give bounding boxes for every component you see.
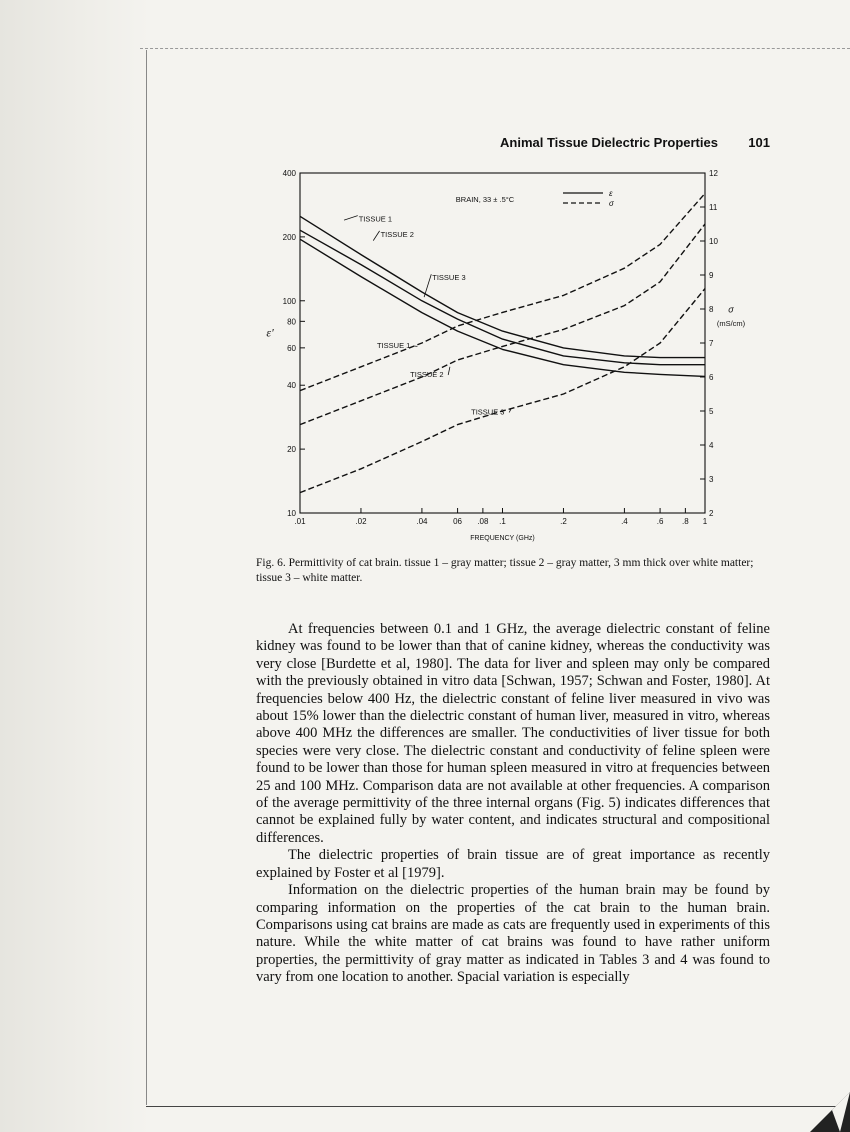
tissue-annotation: TISSUE 3 <box>432 273 466 283</box>
page-left-edge <box>146 50 147 1105</box>
x-tick-label: .01 <box>294 517 306 526</box>
page-number: 101 <box>748 135 770 150</box>
running-title: Animal Tissue Dielectric Properties <box>500 135 718 150</box>
y-left-axis-label: ε' <box>266 325 274 340</box>
paragraph: Information on the dielectric properties of the human brain may be found by comparing information on the properties of the cat brain to the human brain. Comparisons using cat brains are made as cats are frequently used in experiments of this nature. While the white matter of cat brains was found to have rather uniform properties, the permittivity of gray matter as indicated in Tables 3 and 4 was found to vary from one location to another. Spacial variation is especially <box>256 882 770 986</box>
y-left-tick-label: 40 <box>287 381 296 391</box>
y-right-tick-label: 4 <box>709 441 714 450</box>
x-tick-label: 06 <box>453 517 463 526</box>
y-left-tick-label: 200 <box>282 232 296 242</box>
tissue-annotation: TISSUE 2 <box>380 229 414 239</box>
page-bottom-edge <box>146 1106 846 1107</box>
annotation-leader <box>448 367 450 375</box>
y-left-tick-label: 60 <box>287 343 296 353</box>
y-left-tick-label: 20 <box>287 445 296 455</box>
plot-frame <box>300 173 705 513</box>
x-tick-label: 1 <box>702 517 708 526</box>
y-right-tick-label: 5 <box>709 407 714 416</box>
annotation-leader <box>424 274 431 297</box>
x-tick-label: .8 <box>682 517 689 526</box>
page-corner-curl <box>810 1092 850 1132</box>
tissue-annotation: TISSUE 1 <box>376 341 411 351</box>
series-line <box>300 289 705 493</box>
caption-label: Fig. 6. <box>256 557 286 569</box>
y-right-tick-label: 8 <box>709 305 714 314</box>
y-right-tick-label: 3 <box>709 475 714 484</box>
chart-subtitle: BRAIN, 33 ± .5°C <box>455 195 515 204</box>
running-head <box>500 135 770 155</box>
series-line <box>300 230 705 365</box>
y-right-tick-label: 12 <box>709 169 718 178</box>
x-tick-label: .6 <box>656 517 664 526</box>
legend-label: ε <box>609 189 613 198</box>
legend-label: σ <box>609 199 614 208</box>
y-right-axis-label: σ <box>728 304 734 315</box>
tissue-annotation: TISSUE 3 <box>471 407 505 417</box>
x-tick-label: .2 <box>560 517 567 526</box>
y-right-tick-label: 11 <box>709 203 718 212</box>
y-right-tick-label: 2 <box>709 509 714 518</box>
annotation-leader <box>344 216 358 220</box>
x-tick-label: .02 <box>355 517 367 526</box>
y-left-tick-label: 80 <box>287 317 296 327</box>
paragraph: The dielectric properties of brain tissue are of great importance as recently explained by Foster et al [1979]. <box>256 847 770 881</box>
y-left-tick-label: 10 <box>287 509 296 518</box>
scan-shadow <box>0 0 150 1132</box>
body-text <box>256 621 770 987</box>
permittivity-chart <box>260 165 750 550</box>
y-right-tick-label: 7 <box>709 339 714 348</box>
tissue-annotation: TISSUE 2 <box>410 370 444 379</box>
y-right-axis-units: (mS/cm) <box>716 319 746 328</box>
y-right-tick-label: 6 <box>709 373 714 382</box>
annotation-leader <box>373 231 379 241</box>
y-left-tick-label: 100 <box>282 296 296 306</box>
y-right-tick-label: 9 <box>709 271 714 280</box>
series-line <box>300 216 705 357</box>
series-line <box>300 239 705 376</box>
y-left-tick-label: 400 <box>282 169 296 178</box>
x-tick-label: .4 <box>621 517 628 526</box>
tissue-annotation: TISSUE 1 <box>358 214 393 224</box>
caption-text: Permittivity of cat brain. tissue 1 – gray matter; tissue 2 – gray matter, 3 mm thick over white matter; tissue 3 – white matter. <box>256 557 754 584</box>
figure-caption <box>256 556 768 586</box>
x-tick-label: .08 <box>477 517 489 526</box>
page-top-edge <box>140 48 850 50</box>
x-axis-label: FREQUENCY (GHz) <box>470 535 535 542</box>
x-tick-label: .04 <box>416 517 428 526</box>
paragraph: At frequencies between 0.1 and 1 GHz, the average dielectric constant of feline kidney was found to be lower than that of canine kidney, whereas the conductivity was very close [Burdette et al, 1980]. The data for liver and spleen may only be compared with the previously obtained in vitro data [Schwan, 1957; Schwan and Foster, 1980]. At frequencies below 400 Hz, the dielectric constant of feline liver measured in vivo was about 15% lower than the dielectric constant of human liver, measured in vitro, whereas above 400 MHz the differences are smaller. The conductivities of liver tissue for both species were very close. The dielectric constant and conductivity of feline spleen were found to be lower than those for human spleen measured in vitro at frequencies between 25 and 100 MHz. Comparison data are not available at other frequencies. A comparison of the average permittivity of the three internal organs (Fig. 5) indicates differences that cannot be explained fully by water content, and indicates structural and compositional differences. <box>256 621 770 846</box>
x-tick-label: .1 <box>499 517 506 526</box>
y-right-tick-label: 10 <box>709 237 718 246</box>
